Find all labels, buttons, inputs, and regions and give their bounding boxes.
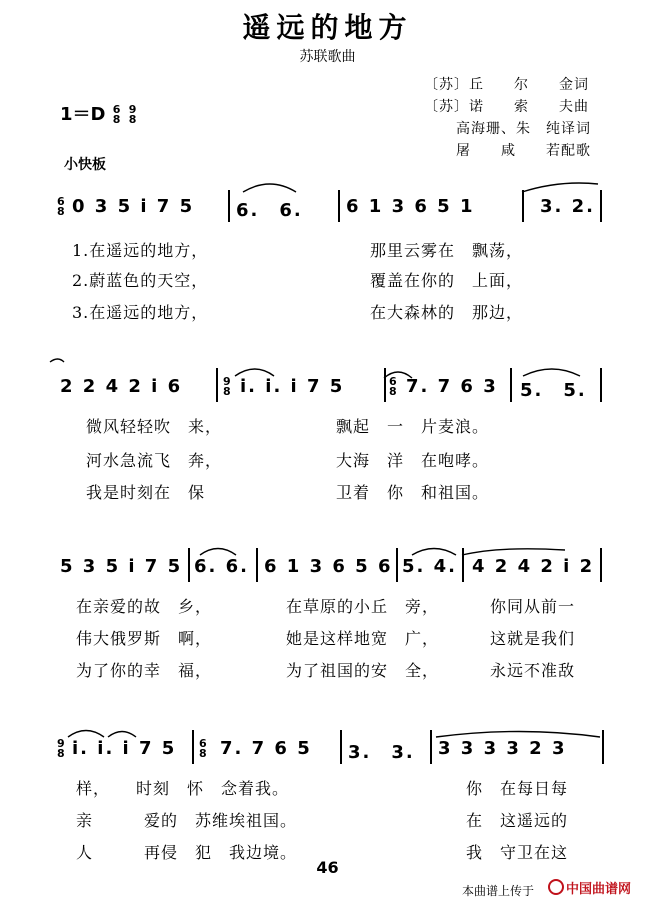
lyric-verse-3: 人 再侵 犯 我边境。 xyxy=(76,843,298,862)
bar-line xyxy=(510,368,512,402)
bar-line xyxy=(188,548,190,582)
bar-line xyxy=(522,190,524,222)
measure-notes: i. i. i 7 5 xyxy=(72,738,177,759)
bar-line xyxy=(396,548,398,582)
logo-text: 中国曲谱网 xyxy=(566,882,632,897)
tie-mark xyxy=(436,732,600,738)
lyric-verse-1: 样， 时刻 怀 念着我。 xyxy=(76,779,290,798)
lyric-verse-1: 那里云雾在 飘荡， xyxy=(370,241,524,260)
measure-notes: 5. 5. xyxy=(520,380,587,401)
credit-role: 配歌 xyxy=(561,143,591,159)
lyric-verse-1: 在草原的小丘 旁， xyxy=(286,597,440,616)
bar-line xyxy=(256,548,258,582)
key-label: 1＝D xyxy=(60,104,106,125)
tie-mark xyxy=(50,359,64,362)
lyric-verse-3: 在大森林的 那边， xyxy=(370,303,524,322)
song-subtitle: 苏联歌曲 xyxy=(299,49,356,65)
measure-notes: i. i. i 7 5 xyxy=(240,376,345,397)
lyric-verse-2: 大海 洋 在咆哮。 xyxy=(336,451,490,470)
lyric-verse-3: 为了你的幸 福， xyxy=(76,661,213,680)
bar-line xyxy=(600,368,602,402)
bar-line xyxy=(462,548,464,582)
lyric-verse-1: 你 在每日每 xyxy=(466,779,569,798)
lyric-verse-3: 卫着 你 和祖国。 xyxy=(336,483,490,502)
tie-mark xyxy=(68,731,104,738)
bar-line xyxy=(216,368,218,402)
measure-notes: 7. 7 6 3 xyxy=(406,376,498,397)
lyric-verse-2: 2.蔚蓝色的天空， xyxy=(72,271,209,290)
credit-role: 曲 xyxy=(574,99,589,115)
tie-mark xyxy=(462,549,565,555)
measure-notes: 2 2 4 2 i 6 xyxy=(60,376,183,397)
lyric-verse-3: 3.在遥远的地方， xyxy=(72,303,209,322)
measure-notes: 3. 2. xyxy=(540,196,595,217)
measure-notes: 6 1 3 6 5 1 xyxy=(346,196,475,217)
lyric-verse-2: 她是这样地宽 广， xyxy=(286,629,440,648)
measure-notes: 6. 6. xyxy=(194,556,249,577)
lyric-verse-3: 为了祖国的安 全， xyxy=(286,661,440,680)
upload-note: 本曲谱上传于 xyxy=(462,884,535,898)
tie-mark xyxy=(522,183,598,192)
tie-mark xyxy=(108,732,136,738)
bar-line xyxy=(192,730,194,764)
credit-name: 丘 尔 金 xyxy=(469,77,574,93)
lyric-verse-1: 在亲爱的故 乡， xyxy=(76,597,213,616)
tie-mark xyxy=(235,369,274,376)
tie-mark xyxy=(412,549,456,556)
bar-line xyxy=(600,548,602,582)
time-signature-mark: 6 8 xyxy=(389,375,399,398)
time-signature-mark: 6 8 xyxy=(199,737,209,760)
time-signature-mark: 9 8 xyxy=(57,737,67,760)
lyric-verse-1: 1.在遥远的地方， xyxy=(72,241,209,260)
measure-notes: 3 3 3 3 2 3 xyxy=(438,738,567,759)
credit-role: 译词 xyxy=(561,121,591,137)
measure-notes: 3. 3. xyxy=(348,742,415,763)
bar-line xyxy=(340,730,342,764)
time-signature-6-8: 6 8 xyxy=(112,103,121,126)
bar-line xyxy=(338,190,340,222)
credit-role: 词 xyxy=(574,77,589,93)
credit-name: 诺 索 夫 xyxy=(469,99,574,115)
bar-line xyxy=(430,730,432,764)
lyric-verse-2: 亲 爱的 苏维埃祖国。 xyxy=(76,811,298,830)
measure-notes: 7. 7 6 5 xyxy=(220,738,312,759)
lyric-verse-3: 我是时刻在 保 xyxy=(86,483,206,502)
bar-line xyxy=(228,190,230,222)
bar-line xyxy=(384,368,386,402)
lyric-verse-2: 这就是我们 xyxy=(490,629,576,648)
song-title: 遥远的地方 xyxy=(242,11,413,44)
logo-icon xyxy=(548,879,564,895)
measure-notes: 4 2 4 2 i 2 xyxy=(472,556,595,577)
time-signature-mark: 9 8 xyxy=(223,375,233,398)
measure-notes: 5 3 5 i 7 5 xyxy=(60,556,183,577)
page-number: 46 xyxy=(316,858,339,877)
lyric-verse-2: 在 这遥远的 xyxy=(466,811,569,830)
tie-mark xyxy=(523,369,580,376)
credit-prefix: 〔苏〕 xyxy=(424,99,469,115)
time-signature-mark: 6 8 xyxy=(57,195,67,218)
measure-notes: 6. 6. xyxy=(236,200,303,221)
measure-notes: 5. 4. xyxy=(402,556,457,577)
measure-notes: 6 1 3 6 5 6 xyxy=(264,556,393,577)
credit-name: 屠 咸 若 xyxy=(456,143,561,159)
bar-line xyxy=(600,190,602,222)
measure-notes: 0 3 5 i 7 5 xyxy=(72,196,195,217)
tie-mark xyxy=(243,184,296,192)
lyric-verse-2: 河水急流飞 奔， xyxy=(86,451,223,470)
lyric-verse-3: 我 守卫在这 xyxy=(466,843,569,862)
time-signature-9-8: 9 8 xyxy=(128,103,137,126)
credit-name: 高海珊、朱 纯 xyxy=(456,121,561,137)
lyric-verse-1: 你同从前一 xyxy=(490,597,576,616)
lyric-verse-2: 伟大俄罗斯 啊， xyxy=(76,629,213,648)
tempo-marking: 小快板 xyxy=(64,157,106,173)
lyric-verse-1: 飘起 一 片麦浪。 xyxy=(336,417,490,436)
bar-line xyxy=(602,730,604,764)
lyric-verse-3: 永远不准敌 xyxy=(490,661,576,680)
lyric-verse-1: 微风轻轻吹 来， xyxy=(86,417,223,436)
site-logo[interactable] xyxy=(548,878,640,896)
lyric-verse-2: 覆盖在你的 上面， xyxy=(370,271,524,290)
credit-prefix: 〔苏〕 xyxy=(424,77,469,93)
tie-mark xyxy=(200,549,236,556)
